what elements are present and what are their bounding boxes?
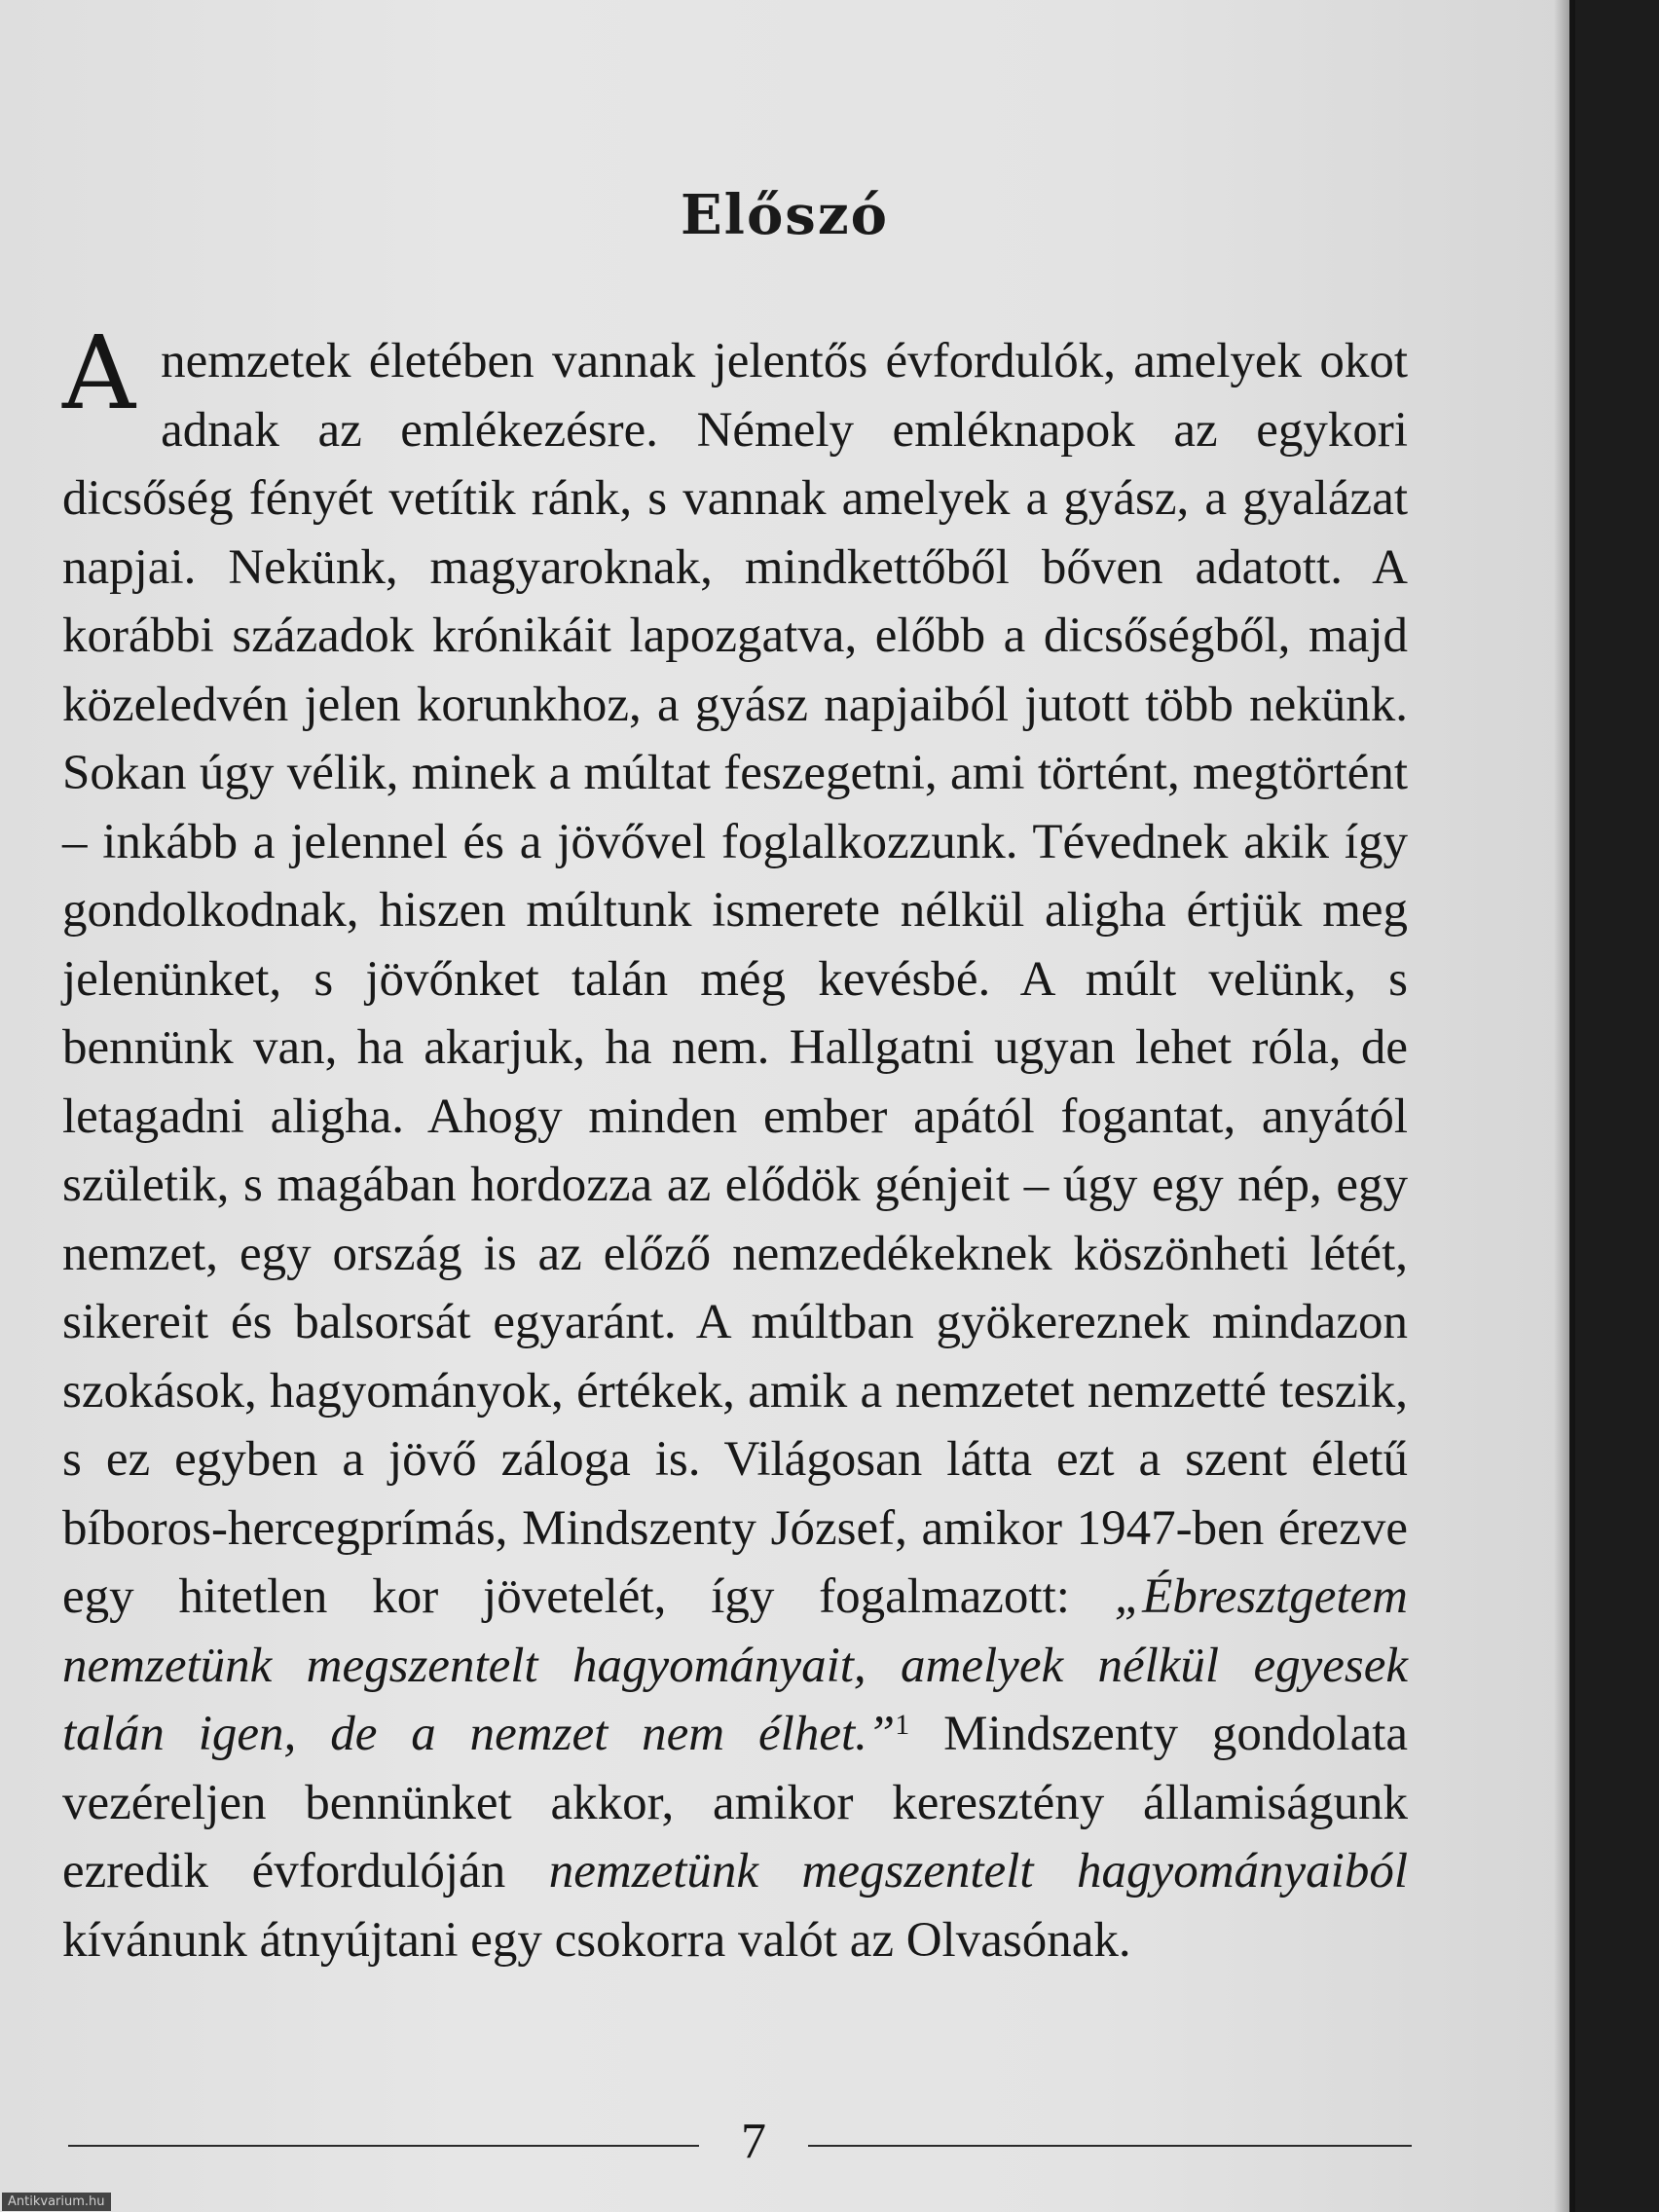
footer-rule-right xyxy=(808,2145,1412,2147)
paragraph-text-part3: kívánunk átnyújtani egy csokorra valót az Olvasónak. xyxy=(62,1912,1131,1968)
watermark: Antikvarium.hu xyxy=(2,2193,111,2211)
paragraph-text-part1: nemzetek életében vannak jelentős évfordulók, amelyek okot adnak az emlékezésre. Némely emléknapok az egykori dicsőség fényét vetítik ránk, s vannak amelyek a gyász, a gyalázat napjai. Nekünk, magyaroknak, mindkettőből bőven adatott. A korábbi századok krónikáit lapozgatva, előbb a dicsőségből, majd közeledvén jelen korunkhoz, a gyász napjaiból jutott több nekünk. Sokan úgy vélik, minek a múltat feszegetni, ami történt, megtörtént – inkább a jelennel és a jövővel foglalkozzunk. Tévednek akik így gondolkodnak, hiszen múltunk ismerete nélkül aligha értjük meg jelenünket, s jövőnket talán még kevésbé. A múlt velünk, s bennünk van, ha akarjuk, ha nem. Hallgatni ugyan lehet róla, de letagadni aligha. Ahogy minden ember apától fogantat, anyától születik, s magában hordozza az elődök génjeit – úgy egy nép, egy nemzet, egy ország is az előző nemzedékeknek köszönheti létét, sikereit és balsorsát egyaránt. A múltban gyökereznek mindazon szokások, hagyományok, értékek, amik a nemzetet nemzetté teszik, s ez egyben a jövő záloga is. Világosan látta ezt a szent életű bíboros-hercegprímás, Mindszenty József, amikor 1947-ben érezve egy hitetlen kor jövetelét, így fogalmazott: xyxy=(62,334,1408,1624)
quotation: „Ébresztgetem nemzetünk megszentelt hagyományait, amelyek nélkül egyesek talán igen, de a nemzet nem élhet.” xyxy=(62,1569,1408,1761)
preface-paragraph xyxy=(62,313,1409,1974)
paragraph-text-part2: Mindszenty gondolata vezéreljen bennünket akkor, amikor keresztény államiságunk ezredik évfordulóján xyxy=(62,1707,1409,1899)
footnote-reference: 1 xyxy=(895,1709,910,1741)
emphasized-phrase: nemzetünk megszentelt hagyományaiból xyxy=(548,1844,1408,1899)
chapter-title: Előszó xyxy=(681,183,889,247)
footer-rule-left xyxy=(68,2145,699,2147)
drop-cap: A xyxy=(62,313,136,432)
page-edge-shadow xyxy=(1554,0,1575,2212)
page-number: 7 xyxy=(741,2114,766,2169)
